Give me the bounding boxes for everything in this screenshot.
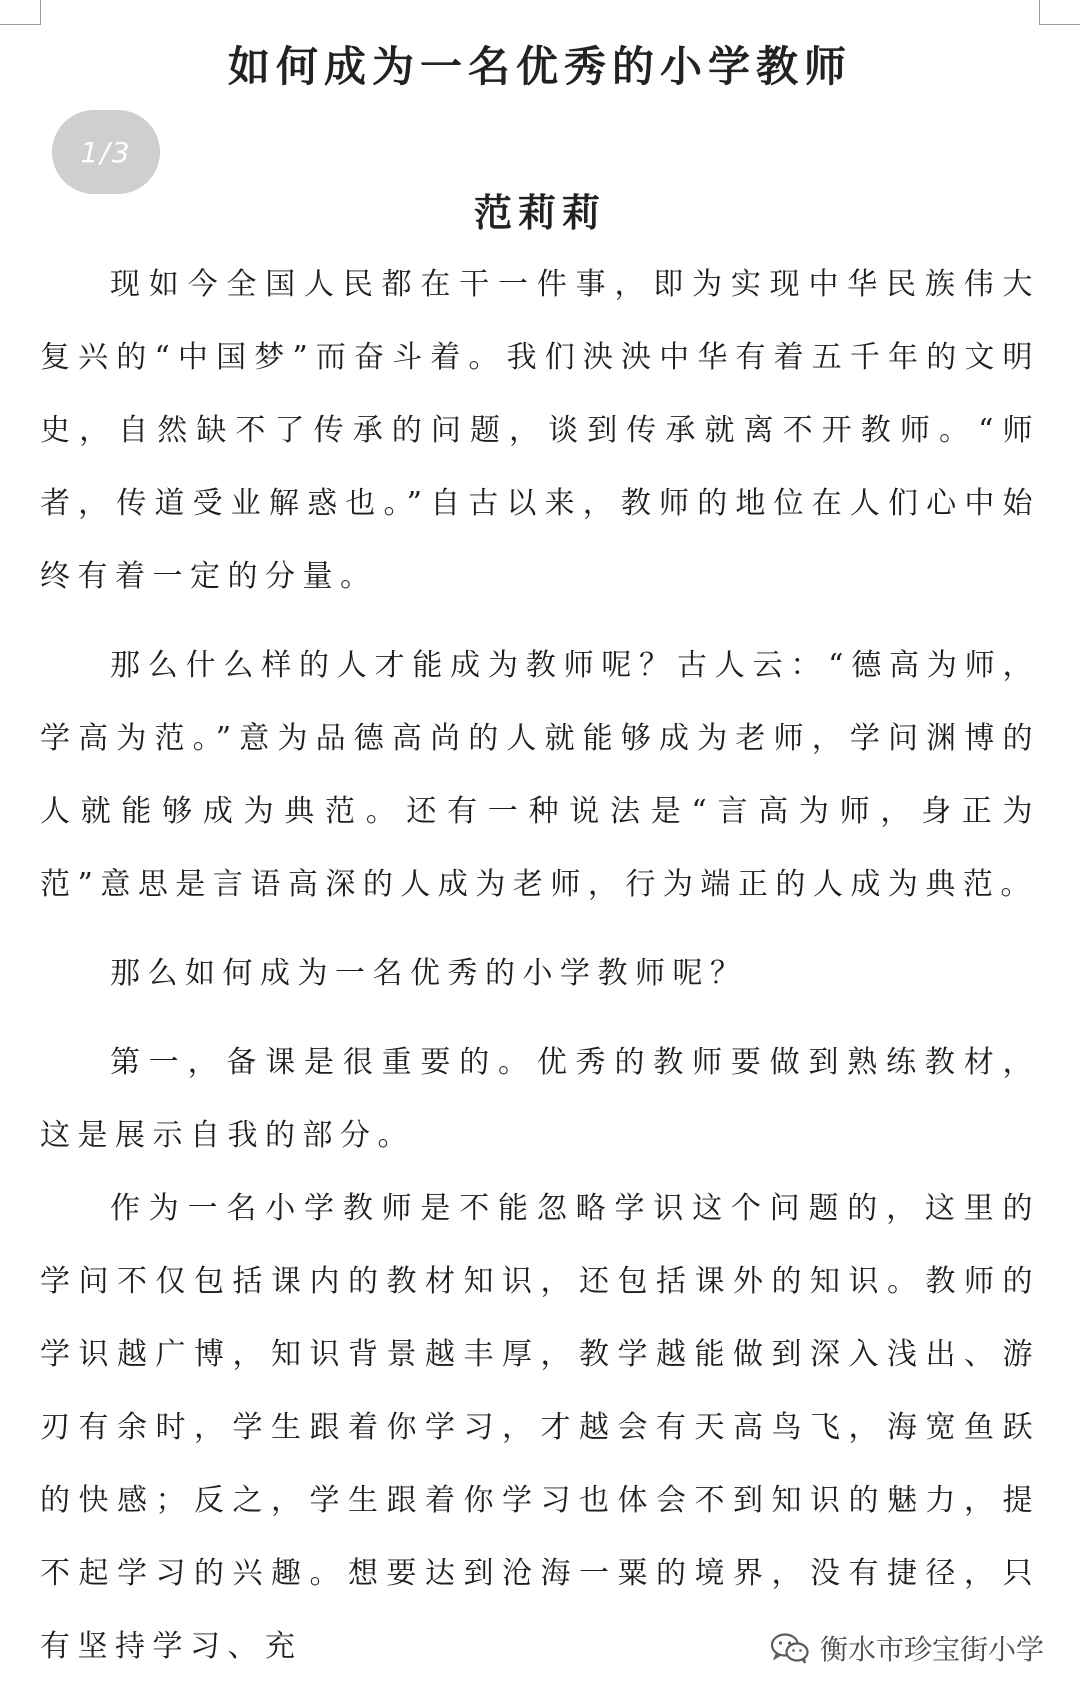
paragraph-4: 第一，备课是很重要的。优秀的教师要做到熟练教材，这是展示自我的部分。 <box>40 1045 1040 1153</box>
paragraph-2: 那么什么样的人才能成为教师呢？古人云：“德高为师，学高为范。”意为品德高尚的人就能够成为老师，学问渊博的人就能够成为典范。还有一种说法是“言高为师，身正为范”意思是言语高深的人成为老师，行为端正的人成为典范。 <box>40 648 1040 902</box>
source-watermark <box>770 1628 1044 1668</box>
watermark-text: 衡水市珍宝街小学 <box>819 1633 1044 1666</box>
paragraph-1: 现如今全国人民都在干一件事，即为实现中华民族伟大复兴的“中国梦”而奋斗着。我们泱泱中华有着五千年的文明史，自然缺不了传承的问题，谈到传承就离不开教师。“师者，传道受业解惑也。”自古以来，教师的地位在人们心中始终有着一定的分量。 <box>40 267 1040 594</box>
document-title: 如何成为一名优秀的小学教师 <box>227 42 852 91</box>
wechat-icon <box>770 1632 810 1664</box>
article-body <box>40 248 1040 1699</box>
paragraph-3: 那么如何成为一名优秀的小学教师呢？ <box>110 956 748 991</box>
page-indicator[interactable]: 1/3 <box>52 110 160 194</box>
author-name: 范莉莉 <box>473 190 606 235</box>
paragraph-5: 作为一名小学教师是不能忽略学识这个问题的，这里的学问不仅包括课内的教材知识，还包括课外的知识。教师的学识越广博，知识背景越丰厚，教学越能做到深入浅出、游刃有余时，学生跟着你学习，才越会有天高鸟飞，海宽鱼跃的快感；反之，学生跟着你学习也体会不到知识的魅力，提不起学习的兴趣。想要达到沧海一粟的境界，没有捷径，只有坚持学习、充 <box>40 1191 1040 1664</box>
crop-mark-top-right <box>1039 0 1080 25</box>
crop-mark-top-left <box>0 0 41 25</box>
